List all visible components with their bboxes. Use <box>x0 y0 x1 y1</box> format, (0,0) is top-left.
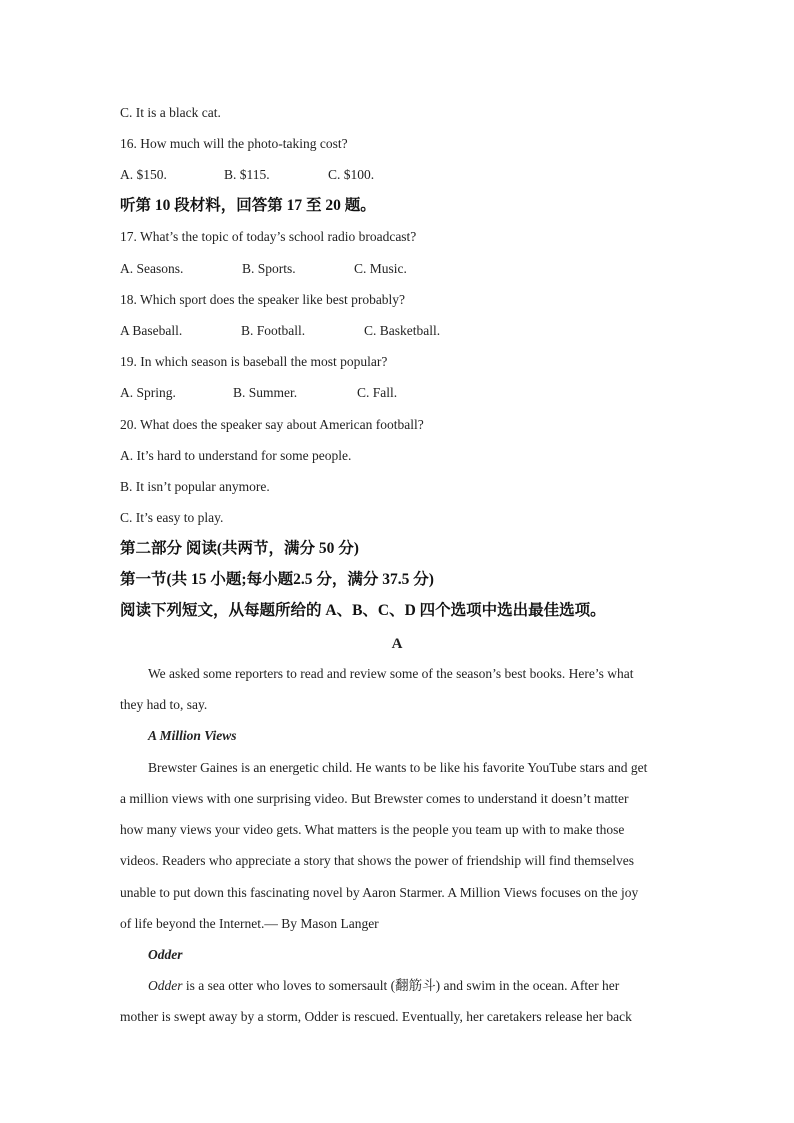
q20-option-a: A. It’s hard to understand for some people. <box>120 448 352 463</box>
passage-label: A <box>391 636 403 652</box>
q19-option-a: A. Spring. <box>120 385 176 400</box>
book1-line-3: how many views your video gets. What matters is the people you team up with to make those <box>120 822 625 837</box>
intro-line-1: We asked some reporters to read and review some of the season’s best books. Here’s what <box>148 666 634 681</box>
book2-line-1-text: is a sea otter who loves to somersault (翻筋斗) and swim in the ocean. After her <box>182 978 620 993</box>
reading-section-heading: 第一节(共 15 小题;每小题2.5 分，满分 37.5 分) <box>120 571 434 588</box>
q17-option-c: C. Music. <box>354 261 407 276</box>
book2-title: Odder <box>148 947 183 962</box>
section10-heading: 听第 10 段材料，回答第 17 至 20 题。 <box>120 197 376 214</box>
q17-question: 17. What’s the topic of today’s school radio broadcast? <box>120 229 417 244</box>
reading-instruction: 阅读下列短文，从每题所给的 A、B、C、D 四个选项中选出最佳选项。 <box>120 602 606 619</box>
q18-options <box>120 322 440 340</box>
q16-question: 16. How much will the photo-taking cost? <box>120 136 348 151</box>
q17-option-a: A. Seasons. <box>120 261 184 276</box>
q20-option-b: B. It isn’t popular anymore. <box>120 479 270 494</box>
book1-line-1: Brewster Gaines is an energetic child. He wants to be like his favorite YouTube stars and get <box>148 760 648 775</box>
book2-title-inline: Odder <box>148 978 183 993</box>
q17-option-b: B. Sports. <box>242 261 296 276</box>
q19-option-b: B. Summer. <box>233 385 298 400</box>
q16-option-a: A. $150. <box>120 167 167 182</box>
q20-option-c: C. It’s easy to play. <box>120 510 224 525</box>
q16-option-b: B. $115. <box>224 167 270 182</box>
q15-option-c: C. It is a black cat. <box>120 105 221 120</box>
q19-option-c: C. Fall. <box>357 385 398 400</box>
book2-line-2: mother is swept away by a storm, Odder is rescued. Eventually, her caretakers release her back <box>120 1009 632 1024</box>
intro-line-2: they had to, say. <box>120 697 208 712</box>
book2-line-1 <box>148 977 700 995</box>
book1-line-2: a million views with one surprising video. But Brewster comes to understand it doesn’t matter <box>120 791 629 806</box>
reading-part-heading: 第二部分 阅读(共两节，满分 50 分) <box>120 540 359 557</box>
q18-option-c: C. Basketball. <box>364 323 441 338</box>
q16-option-c: C. $100. <box>328 167 375 182</box>
book1-title: A Million Views <box>148 728 237 743</box>
q20-question: 20. What does the speaker say about American football? <box>120 417 424 432</box>
q16-options <box>120 166 374 184</box>
book1-line-6: of life beyond the Internet.— By Mason Langer <box>120 916 379 931</box>
q19-options <box>120 384 397 402</box>
book1-line-5: unable to put down this fascinating novel by Aaron Starmer. A Million Views focuses on the joy <box>120 885 639 900</box>
q18-option-b: B. Football. <box>241 323 306 338</box>
q18-question: 18. Which sport does the speaker like best probably? <box>120 292 406 307</box>
book1-line-4: videos. Readers who appreciate a story that shows the power of friendship will find themselves <box>120 853 634 868</box>
q19-question: 19. In which season is baseball the most popular? <box>120 354 388 369</box>
q17-options <box>120 260 407 278</box>
q18-option-a: A Baseball. <box>120 323 183 338</box>
